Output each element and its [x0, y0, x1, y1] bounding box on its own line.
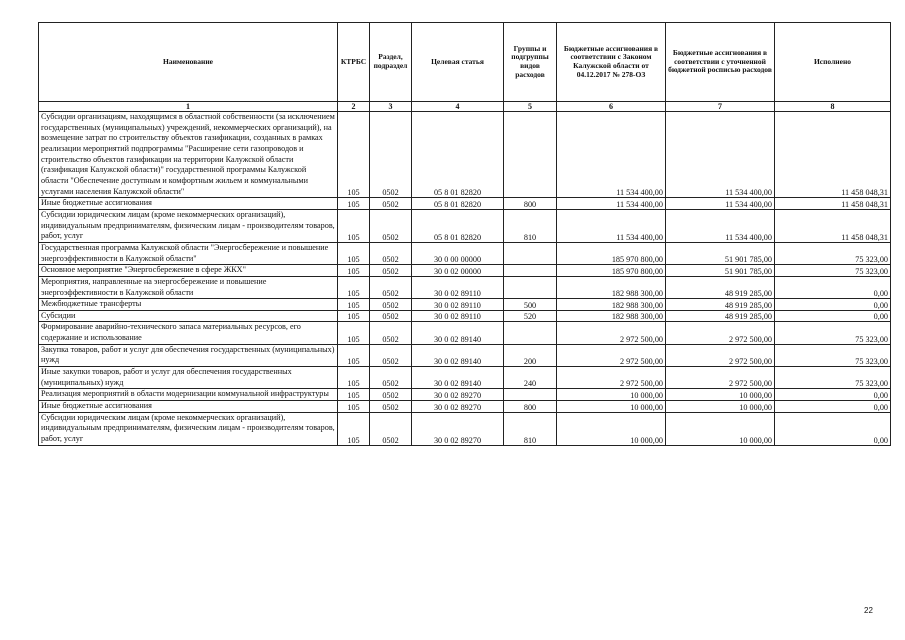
row-ktrbs: 105: [338, 276, 370, 298]
table-row: [39, 112, 891, 198]
row-refined-allocation: 11 534 400,00: [666, 112, 775, 198]
row-law-allocation: 10 000,00: [557, 412, 666, 445]
row-ktrbs: 105: [338, 299, 370, 311]
row-target-article: 30 0 02 89110: [412, 276, 504, 298]
row-law-allocation: 10 000,00: [557, 389, 666, 401]
table-row: [39, 412, 891, 445]
row-ktrbs: 105: [338, 389, 370, 401]
row-target-article: 30 0 02 89140: [412, 322, 504, 344]
row-expense-group: 800: [504, 401, 557, 413]
row-section: 0502: [370, 344, 412, 366]
row-executed: 11 458 048,31: [775, 209, 891, 242]
row-refined-allocation: 2 972 500,00: [666, 367, 775, 389]
row-section: 0502: [370, 401, 412, 413]
table-row: [39, 401, 891, 413]
table-row: [39, 389, 891, 401]
column-number: 2: [338, 102, 370, 112]
row-target-article: 05 8 01 82820: [412, 198, 504, 210]
row-refined-allocation: 51 901 785,00: [666, 242, 775, 264]
row-name: Иные бюджетные ассигнования: [39, 198, 338, 210]
row-law-allocation: 11 534 400,00: [557, 198, 666, 210]
row-name: Субсидии юридическим лицам (кроме некоммерческих организаций), индивидуальным предпринимателям, физическим лицам - производителям товаров, работ, услуг: [39, 209, 338, 242]
table-row: [39, 198, 891, 210]
row-name: Иные закупки товаров, работ и услуг для обеспечения государственных (муниципальных) нужд: [39, 367, 338, 389]
row-section: 0502: [370, 299, 412, 311]
header-law-allocations: Бюджетные ассигнования в соответствии с Законом Калужской области от 04.12.2017 № 278-ОЗ: [557, 23, 666, 102]
header-groups: Группы и подгруппы видов расходов: [504, 23, 557, 102]
row-law-allocation: 10 000,00: [557, 401, 666, 413]
row-executed: 0,00: [775, 389, 891, 401]
row-name: Реализация мероприятий в области модернизации коммунальной инфраструктуры: [39, 389, 338, 401]
row-law-allocation: 2 972 500,00: [557, 367, 666, 389]
row-executed: 0,00: [775, 276, 891, 298]
row-name: Субсидии юридическим лицам (кроме некоммерческих организаций), индивидуальным предпринимателям, физическим лицам - производителям товаров, работ, услуг: [39, 412, 338, 445]
row-ktrbs: 105: [338, 322, 370, 344]
row-expense-group: [504, 242, 557, 264]
row-executed: 75 323,00: [775, 367, 891, 389]
row-executed: 11 458 048,31: [775, 198, 891, 210]
header-executed: Исполнено: [775, 23, 891, 102]
row-expense-group: [504, 276, 557, 298]
row-section: 0502: [370, 265, 412, 277]
row-ktrbs: 105: [338, 412, 370, 445]
row-expense-group: 800: [504, 198, 557, 210]
row-name: Иные бюджетные ассигнования: [39, 401, 338, 413]
row-ktrbs: 105: [338, 265, 370, 277]
row-section: 0502: [370, 367, 412, 389]
table-row: [39, 209, 891, 242]
row-name: Субсидии организациям, находящимся в областной собственности (за исключением государственных (муниципальных) учреждений, некоммерческих организаций), на возмещение затрат по строительству объектов газификации, созданных в рамках реализации мероприятий подпрограммы "Расширение сети газопроводов и строительство объектов газификации на территории Калужской области (газификация Калужской области)" государственной программы Калужской области "Обеспечение доступным и комфортным жильем и коммунальными услугами населения Калужской области": [39, 112, 338, 198]
row-target-article: 05 8 01 82820: [412, 112, 504, 198]
table-row: [39, 276, 891, 298]
table-row: [39, 344, 891, 366]
column-number: 3: [370, 102, 412, 112]
row-executed: 75 323,00: [775, 242, 891, 264]
row-executed: 0,00: [775, 412, 891, 445]
row-refined-allocation: 51 901 785,00: [666, 265, 775, 277]
row-law-allocation: 2 972 500,00: [557, 344, 666, 366]
column-number: 4: [412, 102, 504, 112]
table-row: [39, 299, 891, 311]
header-section: Раздел, подраздел: [370, 23, 412, 102]
row-name: Субсидии: [39, 310, 338, 322]
table-body: [39, 112, 891, 446]
page-number: 22: [864, 606, 873, 615]
row-section: 0502: [370, 276, 412, 298]
row-executed: 75 323,00: [775, 322, 891, 344]
row-refined-allocation: 2 972 500,00: [666, 344, 775, 366]
budget-table: [38, 22, 891, 446]
row-expense-group: 810: [504, 412, 557, 445]
row-expense-group: 500: [504, 299, 557, 311]
table-row: [39, 265, 891, 277]
row-section: 0502: [370, 310, 412, 322]
row-name: Закупка товаров, работ и услуг для обеспечения государственных (муниципальных) нужд: [39, 344, 338, 366]
header-name: Наименование: [39, 23, 338, 102]
table-row: [39, 367, 891, 389]
row-law-allocation: 185 970 800,00: [557, 265, 666, 277]
row-expense-group: [504, 389, 557, 401]
row-refined-allocation: 48 919 285,00: [666, 299, 775, 311]
row-expense-group: [504, 265, 557, 277]
row-ktrbs: 105: [338, 367, 370, 389]
column-number: 7: [666, 102, 775, 112]
column-number: 5: [504, 102, 557, 112]
row-law-allocation: 182 988 300,00: [557, 310, 666, 322]
row-refined-allocation: 11 534 400,00: [666, 198, 775, 210]
row-executed: 0,00: [775, 401, 891, 413]
row-executed: 75 323,00: [775, 344, 891, 366]
row-expense-group: 200: [504, 344, 557, 366]
row-target-article: 30 0 02 89110: [412, 310, 504, 322]
row-law-allocation: 182 988 300,00: [557, 299, 666, 311]
header-refined-allocations: Бюджетные ассигнования в соответствии с уточненной бюджетной росписью расходов: [666, 23, 775, 102]
header-target: Целевая статья: [412, 23, 504, 102]
column-number-row: [39, 102, 891, 112]
table-row: [39, 322, 891, 344]
row-ktrbs: 105: [338, 209, 370, 242]
row-section: 0502: [370, 389, 412, 401]
row-expense-group: [504, 112, 557, 198]
row-law-allocation: 11 534 400,00: [557, 112, 666, 198]
row-ktrbs: 105: [338, 401, 370, 413]
row-section: 0502: [370, 209, 412, 242]
row-section: 0502: [370, 322, 412, 344]
row-section: 0502: [370, 242, 412, 264]
row-target-article: 30 0 02 89140: [412, 367, 504, 389]
row-ktrbs: 105: [338, 198, 370, 210]
row-refined-allocation: 48 919 285,00: [666, 276, 775, 298]
row-expense-group: [504, 322, 557, 344]
row-executed: 0,00: [775, 310, 891, 322]
column-number: 6: [557, 102, 666, 112]
row-ktrbs: 105: [338, 310, 370, 322]
row-target-article: 30 0 02 00000: [412, 265, 504, 277]
row-expense-group: 520: [504, 310, 557, 322]
row-refined-allocation: 48 919 285,00: [666, 310, 775, 322]
row-ktrbs: 105: [338, 242, 370, 264]
row-expense-group: 240: [504, 367, 557, 389]
row-name: Межбюджетные трансферты: [39, 299, 338, 311]
row-target-article: 30 0 02 89270: [412, 389, 504, 401]
row-executed: 75 323,00: [775, 265, 891, 277]
row-law-allocation: 185 970 800,00: [557, 242, 666, 264]
row-refined-allocation: 10 000,00: [666, 412, 775, 445]
row-name: Мероприятия, направленные на энергосбережение и повышение энергоэффективности в Калужской области: [39, 276, 338, 298]
table-row: [39, 310, 891, 322]
row-target-article: 30 0 02 89140: [412, 344, 504, 366]
row-section: 0502: [370, 112, 412, 198]
row-section: 0502: [370, 412, 412, 445]
header-row: [39, 23, 891, 102]
row-executed: 11 458 048,31: [775, 112, 891, 198]
row-target-article: 05 8 01 82820: [412, 209, 504, 242]
row-name: Формирование аварийно-технического запаса материальных ресурсов, его содержание и использование: [39, 322, 338, 344]
row-target-article: 30 0 00 00000: [412, 242, 504, 264]
document-page: [38, 22, 890, 446]
row-law-allocation: 182 988 300,00: [557, 276, 666, 298]
column-number: 1: [39, 102, 338, 112]
row-refined-allocation: 11 534 400,00: [666, 209, 775, 242]
row-target-article: 30 0 02 89270: [412, 412, 504, 445]
table-row: [39, 242, 891, 264]
row-ktrbs: 105: [338, 344, 370, 366]
row-law-allocation: 11 534 400,00: [557, 209, 666, 242]
row-target-article: 30 0 02 89110: [412, 299, 504, 311]
row-name: Основное мероприятие "Энергосбережение в сфере ЖКХ": [39, 265, 338, 277]
row-section: 0502: [370, 198, 412, 210]
row-name: Государственная программа Калужской области "Энергосбережение и повышение энергоэффективности в Калужской области": [39, 242, 338, 264]
row-ktrbs: 105: [338, 112, 370, 198]
row-executed: 0,00: [775, 299, 891, 311]
row-refined-allocation: 2 972 500,00: [666, 322, 775, 344]
column-number: 8: [775, 102, 891, 112]
row-target-article: 30 0 02 89270: [412, 401, 504, 413]
row-expense-group: 810: [504, 209, 557, 242]
row-refined-allocation: 10 000,00: [666, 401, 775, 413]
row-law-allocation: 2 972 500,00: [557, 322, 666, 344]
header-ktrbs: КТРБС: [338, 23, 370, 102]
row-refined-allocation: 10 000,00: [666, 389, 775, 401]
